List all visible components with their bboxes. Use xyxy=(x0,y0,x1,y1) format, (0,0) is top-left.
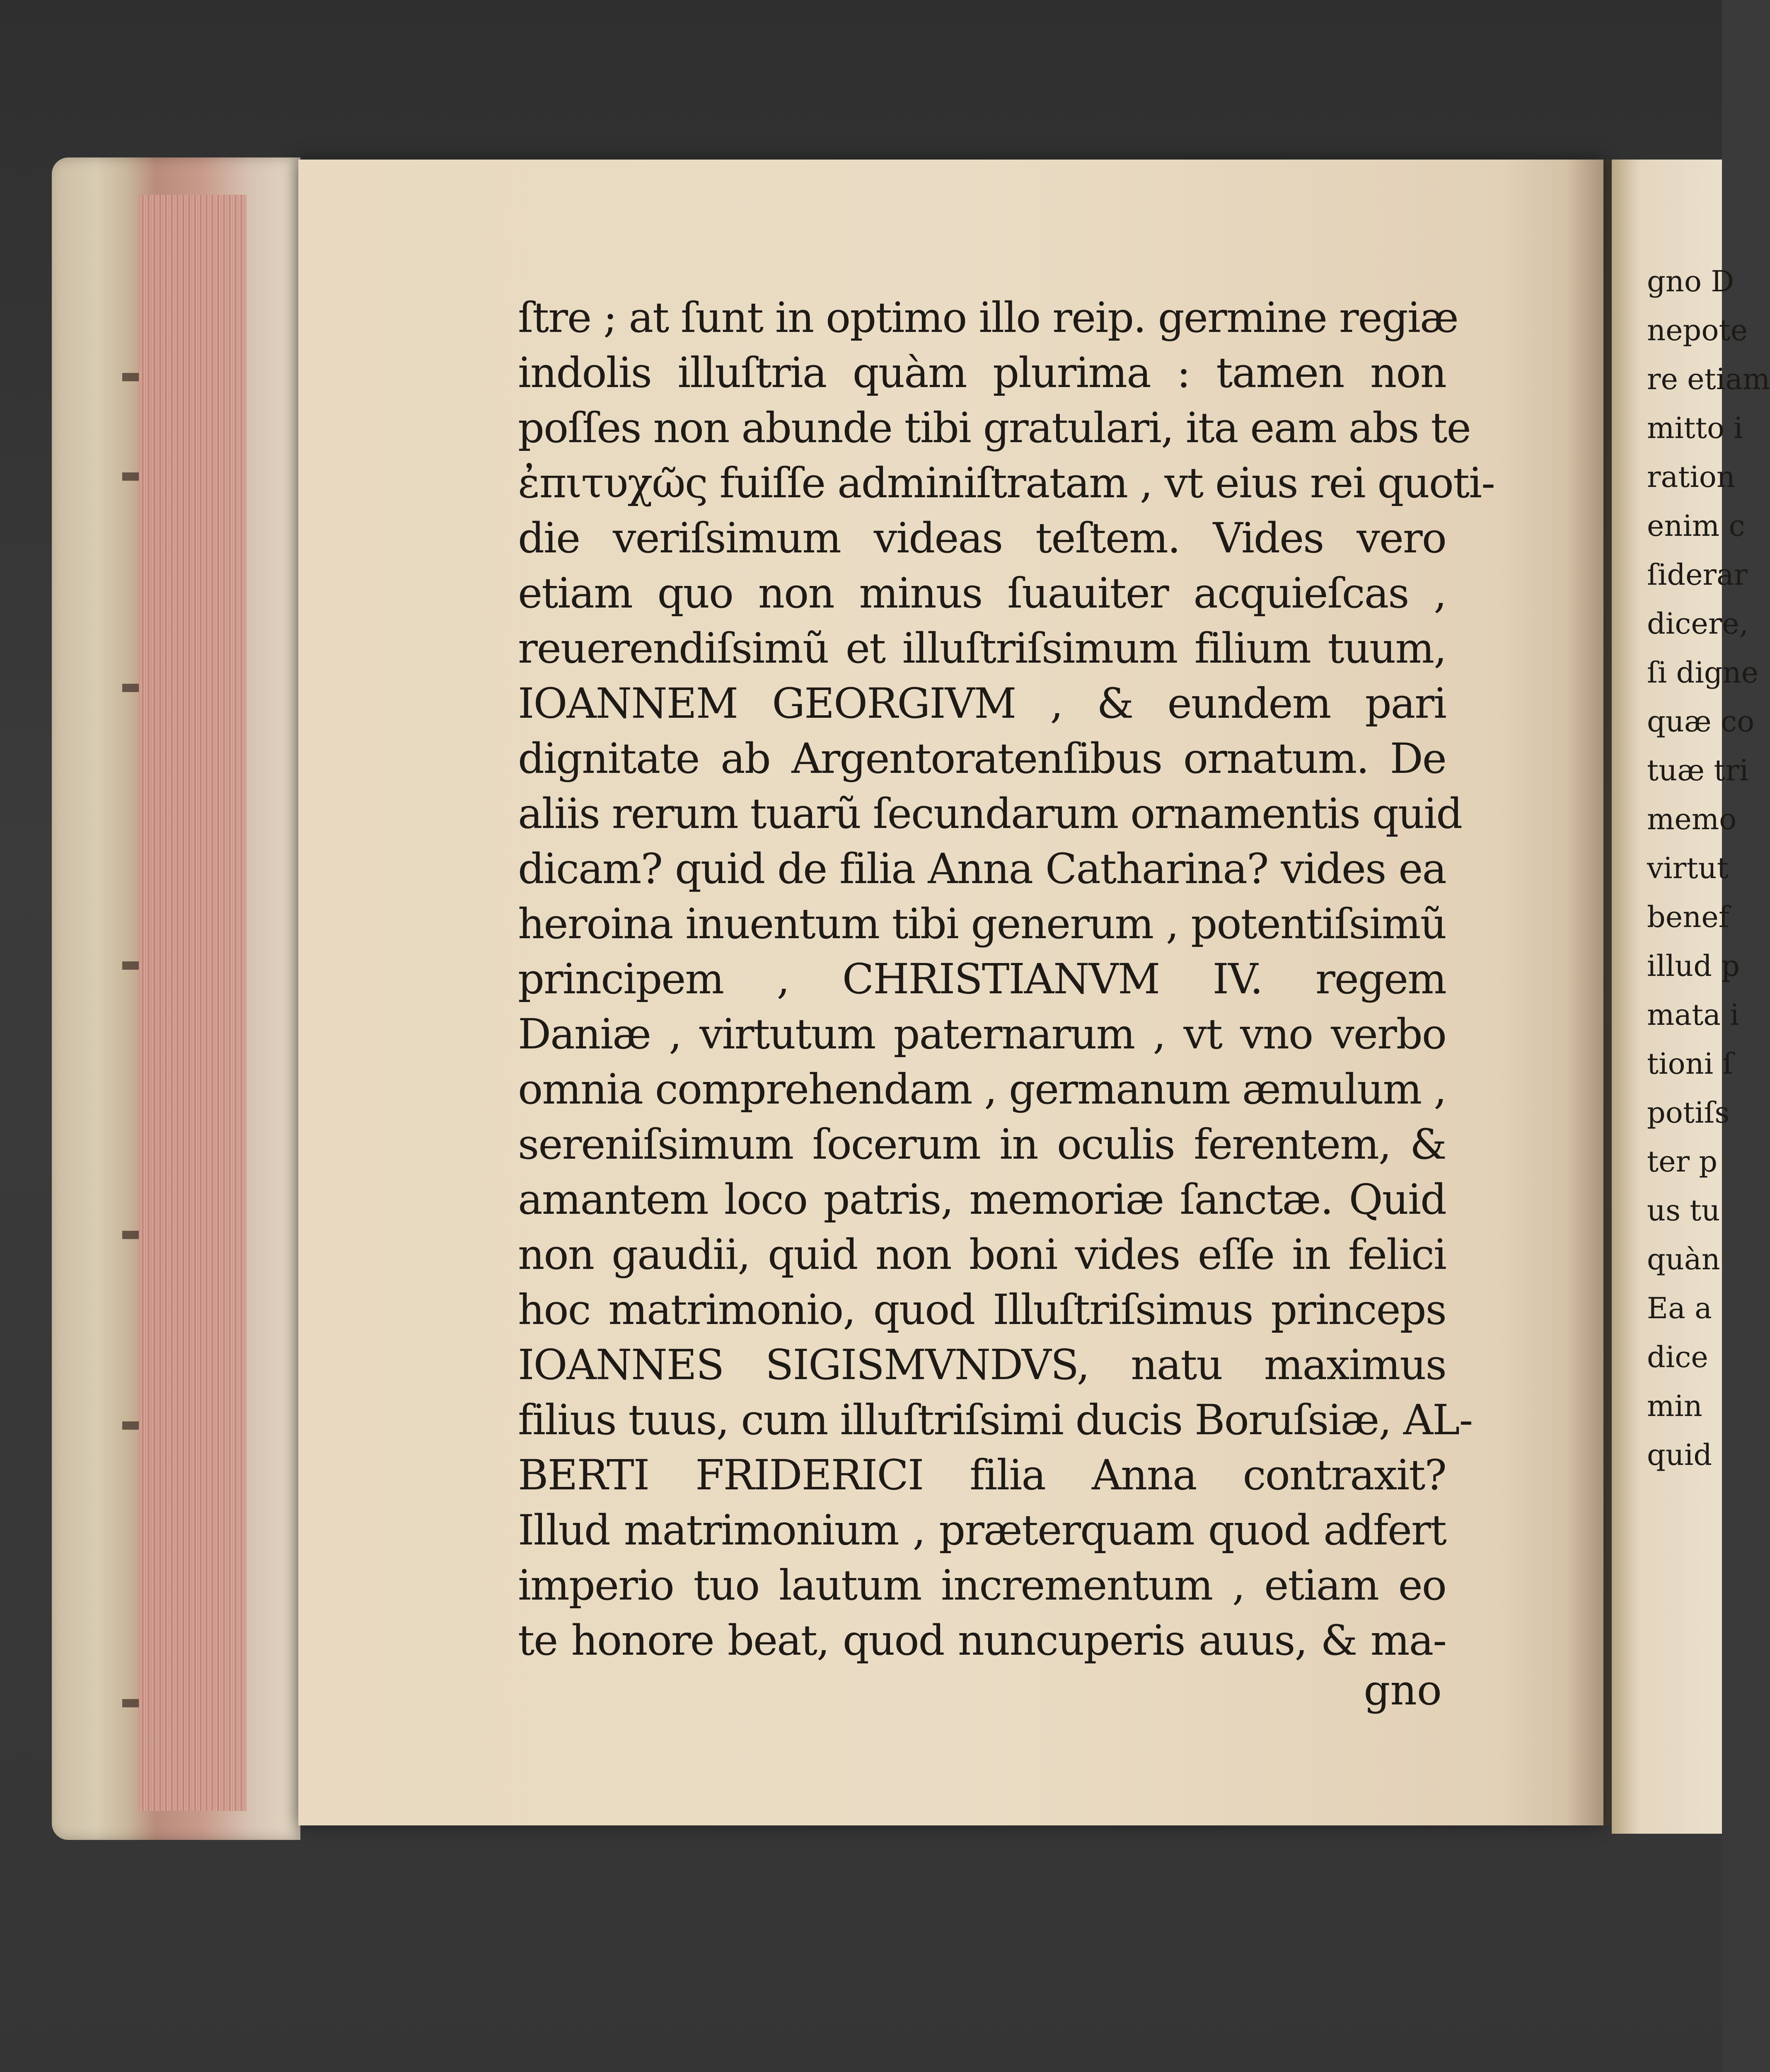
edge-mark xyxy=(122,684,139,692)
gutter-shadow xyxy=(1566,160,1612,1825)
next-page-line: min xyxy=(1647,1389,1702,1423)
next-page-line: virtut xyxy=(1647,851,1729,885)
text-line: ἐπιτυχῶς fuiſſe adminiſtratam , vt eius rei quoti- xyxy=(518,459,1494,507)
edge-mark xyxy=(122,1231,139,1239)
next-page-line: mata i xyxy=(1647,998,1739,1032)
next-page-line: quæ co xyxy=(1647,704,1755,738)
text-line: Illud matrimonium , præterquam quod adfert xyxy=(518,1506,1446,1554)
next-page-line: ſiderar xyxy=(1647,558,1748,592)
text-line: te honore beat, quod nuncuperis auus, & ma- xyxy=(518,1616,1446,1665)
text-line: dignitate ab Argentoratenſibus ornatum. De xyxy=(518,734,1446,783)
next-page-line: Ea a xyxy=(1647,1291,1712,1325)
text-line: filius tuus, cum illuſtriſsimi ducis Boruſsiæ, AL- xyxy=(518,1396,1473,1444)
text-line: principem , CHRISTIANVM IV. regem xyxy=(518,955,1446,1003)
text-line: indolis illuſtria quàm plurima : tamen non xyxy=(518,349,1446,397)
next-page-line: gno D xyxy=(1647,264,1734,298)
text-line: reuerendiſsimũ et illuſtriſsimum filium tuum, xyxy=(518,624,1446,673)
next-page-line: illud p xyxy=(1647,949,1740,983)
next-page-line: enim c xyxy=(1647,509,1745,543)
next-page-text xyxy=(1647,257,1770,1479)
edge-mark xyxy=(122,373,139,381)
text-line: ſtre ; at ſunt in optimo illo reip. germine regiæ xyxy=(518,293,1458,342)
next-page-line: nepote xyxy=(1647,313,1748,347)
text-line: omnia comprehendam , germanum æmulum , xyxy=(518,1065,1446,1113)
text-line: dicam? quid de filia Anna Catharina? vides ea xyxy=(518,845,1446,893)
next-page-line: quid xyxy=(1647,1438,1712,1472)
text-line: IOANNES SIGISMVNDVS, natu maximus xyxy=(518,1341,1446,1389)
text-line: Daniæ , virtutum paternarum , vt vno verbo xyxy=(518,1010,1446,1058)
text-line: sereniſsimum ſocerum in oculis ferentem, & xyxy=(518,1120,1446,1169)
text-line: etiam quo non minus ſuauiter acquieſcas , xyxy=(518,569,1446,617)
catchword: gno xyxy=(1364,1666,1442,1714)
text-line: aliis rerum tuarũ ſecundarum ornamentis quid xyxy=(518,789,1462,838)
edge-mark xyxy=(122,1699,139,1707)
text-line: heroina inuentum tibi generum , potentiſsimũ xyxy=(518,900,1446,948)
text-line: non gaudii, quid non boni vides eſſe in felici xyxy=(518,1230,1446,1279)
next-page-line: memo xyxy=(1647,802,1737,836)
next-page-line: ter p xyxy=(1647,1145,1718,1179)
text-line: BERTI FRIDERICI filia Anna contraxit? xyxy=(518,1451,1446,1499)
edge-mark xyxy=(122,472,139,481)
book-fore-edge xyxy=(52,157,300,1840)
text-line: hoc matrimonio, quod Illuſtriſsimus princeps xyxy=(518,1285,1446,1334)
next-page-line: ration xyxy=(1647,460,1735,494)
next-page-line: tioni ſ xyxy=(1647,1047,1734,1081)
next-page-line: dice xyxy=(1647,1340,1708,1374)
page-text xyxy=(518,290,1494,1668)
text-line: amantem loco patris, memoriæ ſanctæ. Quid xyxy=(518,1175,1446,1224)
next-page-line: benef xyxy=(1647,900,1729,934)
text-line: poſſes non abunde tibi gratulari, ita eam abs te xyxy=(518,404,1470,452)
red-page-edges xyxy=(139,195,247,1811)
next-page-line: us tu xyxy=(1647,1193,1720,1227)
next-page-line: mitto i xyxy=(1647,411,1743,445)
next-page-line: potiſs xyxy=(1647,1096,1730,1130)
text-line: imperio tuo lautum incrementum , etiam eo xyxy=(518,1561,1446,1610)
text-line: die veriſsimum videas teſtem. Vides vero xyxy=(518,514,1446,562)
next-page-line: ſi digne xyxy=(1647,656,1759,690)
edge-mark xyxy=(122,1421,139,1430)
text-line: IOANNEM GEORGIVM , & eundem pari xyxy=(518,679,1446,728)
next-page-line: dicere, xyxy=(1647,607,1748,641)
edge-mark xyxy=(122,961,139,970)
next-page-line: tuæ tri xyxy=(1647,753,1749,787)
next-page-line: quàn xyxy=(1647,1242,1720,1276)
next-page-line: re etiam xyxy=(1647,362,1770,396)
